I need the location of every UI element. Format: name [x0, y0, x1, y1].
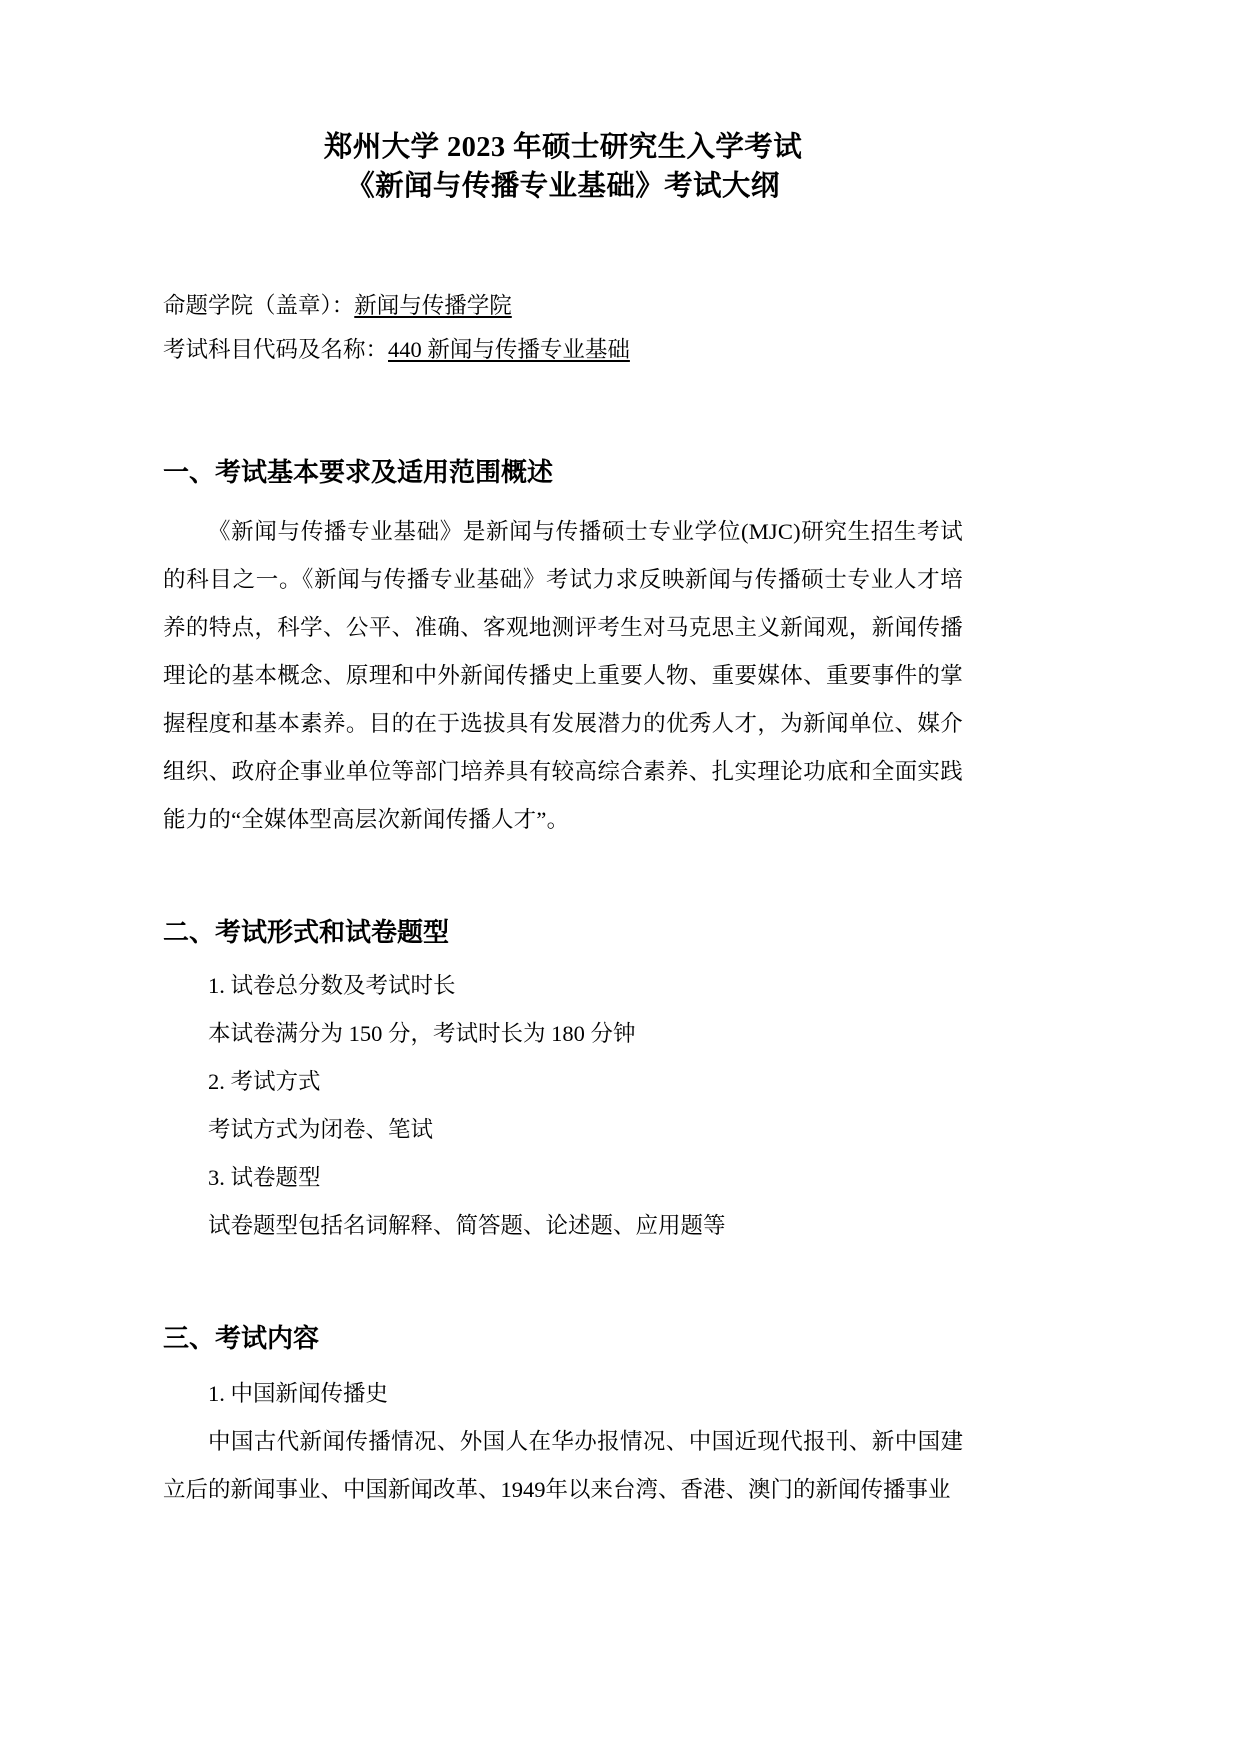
meta-college-value: 新闻与传播学院 — [354, 293, 512, 318]
page-title-line-1: 郑州大学 2023 年硕士研究生入学考试 — [323, 132, 803, 163]
list-item: 试卷题型包括名词解释、简答题、论述题、应用题等 — [208, 1213, 726, 1238]
section-heading-2: 二、考试形式和试卷题型 — [163, 918, 450, 947]
list-item: 2. 考试方式 — [208, 1069, 321, 1094]
exam-meta-block — [163, 284, 963, 372]
page-title-line-2: 《新闻与传播专业基础》考试大纲 — [346, 171, 780, 202]
section-3-items — [163, 1370, 963, 1514]
list-item: 考试方式为闭卷、笔试 — [208, 1117, 434, 1142]
page-content — [163, 0, 963, 1538]
list-item: 1. 试卷总分数及考试时长 — [208, 973, 456, 998]
section-2-items — [163, 962, 963, 1250]
meta-college-line — [163, 284, 963, 328]
page-title — [163, 0, 963, 206]
meta-subject-value: 440 新闻与传播专业基础 — [388, 337, 630, 362]
section-3-body: 中国古代新闻传播情况、外国人在华办报情况、中国近现代报刊、新中国建立后的新闻事业、中国新闻改革、1949年以来台湾、香港、澳门的新闻传播事业 — [163, 1429, 963, 1502]
list-item: 本试卷满分为 150 分，考试时长为 180 分钟 — [208, 1021, 636, 1046]
meta-subject-line — [163, 328, 963, 372]
list-item: 3. 试卷题型 — [208, 1165, 321, 1190]
section-heading-3: 三、考试内容 — [163, 1324, 320, 1353]
section-heading-1: 一、考试基本要求及适用范围概述 — [163, 458, 554, 487]
meta-college-label: 命题学院（盖章）： — [163, 293, 355, 318]
list-item: 1. 中国新闻传播史 — [208, 1381, 389, 1406]
section-1-paragraph: 《新闻与传播专业基础》是新闻与传播硕士专业学位(MJC)研究生招生考试的科目之一。《新闻与传播专业基础》考试力求反映新闻与传播硕士专业人才培养的特点，科学、公平、准确、客观地测评考生对马克思主义新闻观，新闻传播理论的基本概念、原理和中外新闻传播史上重要人物、重要媒体、重要事件的掌握程度和基本素养。目的在于选拔具有发展潜力的优秀人才，为新闻单位、媒介组织、政府企事业单位等部门培养具有较高综合素养、扎实理论功底和全面实践能力的“全媒体型高层次新闻传播人才”。 — [163, 519, 963, 832]
meta-subject-label: 考试科目代码及名称： — [163, 337, 389, 362]
page-bottom-spacer — [163, 1514, 963, 1538]
